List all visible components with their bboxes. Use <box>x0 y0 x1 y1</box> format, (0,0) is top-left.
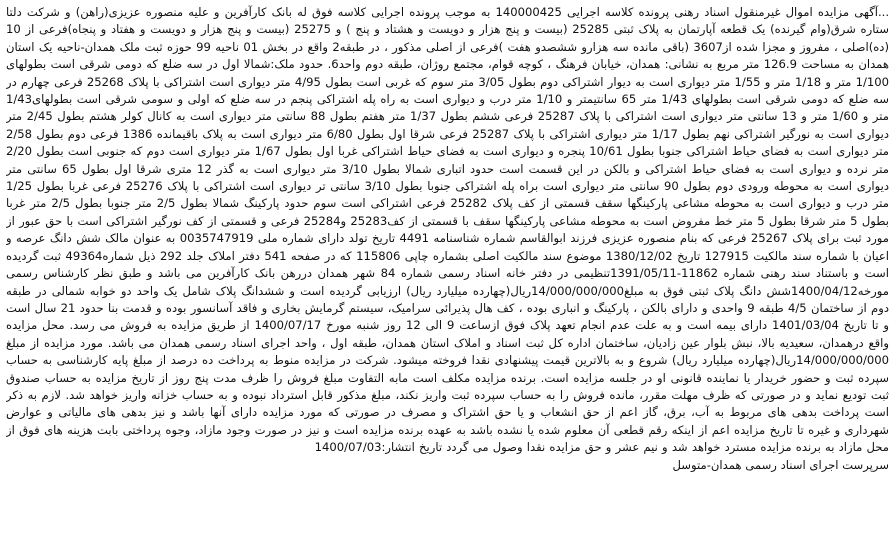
notice-signature: سرپرست اجرای اسناد رسمی همدان-متوسل <box>672 457 889 472</box>
notice-body-text: ...آگهی مزایده اموال غیرمنقول اسناد رهنی پرونده کلاسه اجرایی 140000425 به موجب پرونده اجرایی کلاسه فوق له بانک کارآفرین و علیه منصوره عزیزی(راهن) و شرکت دلتا ستاره شرق(وام گیرنده) یک قطعه آپارتمان به پلاک ثبتی 25285 (بیست و پنج هزار و دویست و هشتاد و پنج ) و 25275 (بیست و پنج هزار و دویست و هفتاد و پنجاه)فرعی از 10 (ده)اصلی ، مفروز و مجزا شده از3607 (باقی مانده سه هزارو ششصدو هفت )فرعی از اصلی مذکور ، در طبقه2 واقع در بخش 01 ناحیه 99 حوزه ثبت ملک همدان-ناحیه یک استان همدان به مساحت 126.9 متر مربع به نشانی: همدان، خیابان فرهنگ ، کوچه قوام، مجتمع روژان، طبقه دوم واحد6. حدود ملک:شمالا اول در سه ضلع که دومی شرقی است بطولهای 1/100 متر و 1/18 متر و 1/55 متر دیواری است به دیوار اشتراکی دوم بطول 3/05 متر سوم که غربی است بطول 4/95 متر دیواری است اشتراکی با پلاک 25268 فرعی چهارم در سه ضلع که دومی شرقی است بطولهای 1/43 متر 65 سانتیمتر و 1/10 متر درب و دیواری است به راه پله اشتراکی پنجم در سه ضلع که اولی و سومی شرقی است بطولهای1/43 متر و 1/60 متر و 13 سانتی متر دیواری است اشتراکی با پلاک 25287 فرعی ششم بطول 1/37 متر هفتم بطول 88 سانتی متر دیواری است به کانال کولر هشتم بطول 2/45 متر دیواری است به نورگیر اشتراکی نهم بطول 1/17 متر دیواری اشتراکی با پلاک 25287 فرعی شرقا اول بطول 6/80 متر دیواری است به پلاک باقیمانده 1386 فرعی دوم بطول 2/58 متر دیواری است به فضای حیاط اشتراکی جنوبا بطول 10/61 پنجره و دیواری است به فضای حیاط اشتراکی غربا اول بطول 1/67 متر دیواری است دوم که جنوبی است بطول 2/20 متر نرده و دیواری است به فضای حیاط اشتراکی و بالکن در این قسمت است حدود اتباری شمالا بطول 3/10 متر دیواری است به گذر 12 متری شرقا اول بطول 65 سانتی متر دیواری است به محوطه ورودی دوم بطول 90 سانتی متر دیواری است براه پله اشتراکی جنوبا بطول 3/10 سانتی تر دیواری است اشتراکی با پلاک 25276 فرعی غربا بطول 1/25 متر درب و دیواری است به محوطه مشاعی پارکینگها سقف قسمتی از کف پلاک 25282 فرعی اشتراکی است سوم حدود پارکینگ شمالا بطول 2/5 متر جنوبا بطول 2/5 متر غربا بطول 5 متر شرقا بطول 5 متر خط مفروض است به محوطه مشاعی پارکینگها سقف با قسمتی از کف25283 و25284 فرعی و قسمتی از کف نورگیر اشتراکی است با حق عبور از مورد ثبت برای پلاک 25267 فرعی که بنام منصوره عزیزی فرزند ابوالقاسم شماره شناسنامه 4491 تاریخ تولد دارای شماره ملی 0035747919 به عنوان مالک شش دانگ عرصه و اعیان با شماره سند مالکیت 127915 تاریخ 1380/12/02 موضوع سند مالکیت اصلی بشماره چاپی 115806 که در صفحه 541 دفتر املاک جلد 292 ذیل شماره49364 ثبت گردیده است و باستناد سند رهنی شماره 11862-1391/05/11تنظیمی در دفتر خانه اسناد رسمی شماره 84 شهر همدان دررهن بانک کارآفرین می باشد و طبق نظر کارشناس رسمی مورخه1400/04/12شش دانگ پلاک ثبتی فوق به مبلغ14/000/000/000ریال(چهارده میلیارد ریال) ارزیابی گردیده است و ششدانگ پلاک شامل یک واحد دو خوابه شمالی در طبقه دوم از ساختمان 4/5 طبقه 9 واحدی و دارای بالکن ، پارکینگ و انباری بوده ، کف هال پذیرائی سرامیک، سیستم گرمایش بخاری و فاقد آسانسور بوده و قدمت بنا حدود 21 سال است و تا تاریخ 1401/03/04 دارای بیمه است و به علت عدم انجام تعهد پلاک فوق ازساعت 9 الی 12 روز شنبه مورخ 1400/07/17 از طریق مزایده به فروش می رسد. محل مزایده واقع درهمدان، سعیدیه بالا، نبش بلوار عین زادیان، ساختمان اداره کل ثبت اسناد و املاک استان همدان، طبقه اول ، واحد اجرای اسناد رسمی همدان می باشد. مورد مزایده از مبلغ 14/000/000/000ریال(چهارده میلیارد ریال) شروع و به بالاترین قیمت پیشنهادی نقدا فروخته میشود. شرکت در مزایده منوط به پرداخت ده درصد از مبلغ پایه کارشناسی به حساب سپرده ثبت و حضور خریدار یا نماینده قانونی او در جلسه مزایده است. برنده مزایده مکلف است مابه التفاوت مبلغ فروش را ظرف مدت پنج روز از تاریخ مزایده به حساب صندوق ثبت تودیع نماید و در صورتی که ظرف مهلت مقرر، مانده فروش را به حساب سپرده ثبت واریز نکند، مبلغ مذکور قابل استرداد نبوده و به حساب خزانه واریز خواهد شد. لازم به ذکر است پرداخت بدهی های مربوط به آب، برق، گاز اعم از حق انشعاب و یا حق اشتراک و مصرف در صورتی که مورد مزایده دارای آنها باشد و نیز بدهی های مالیاتی و عوارض شهرداری و غیره تا تاریخ مزایده اعم از اینکه رقم قطعی آن معلوم شده یا نشده باشد به عهده برنده مزایده است و نیز در صورت وجود مازاد، وجوه پرداختی بابت هزینه های فوق از محل مازاد به برنده مزایده مسترد خواهد شد و نیم عشر و حق مزایده نقدا وصول می گردد تاریخ انتشار:1400/07/03 <box>6 5 889 455</box>
auction-notice <box>6 4 889 547</box>
